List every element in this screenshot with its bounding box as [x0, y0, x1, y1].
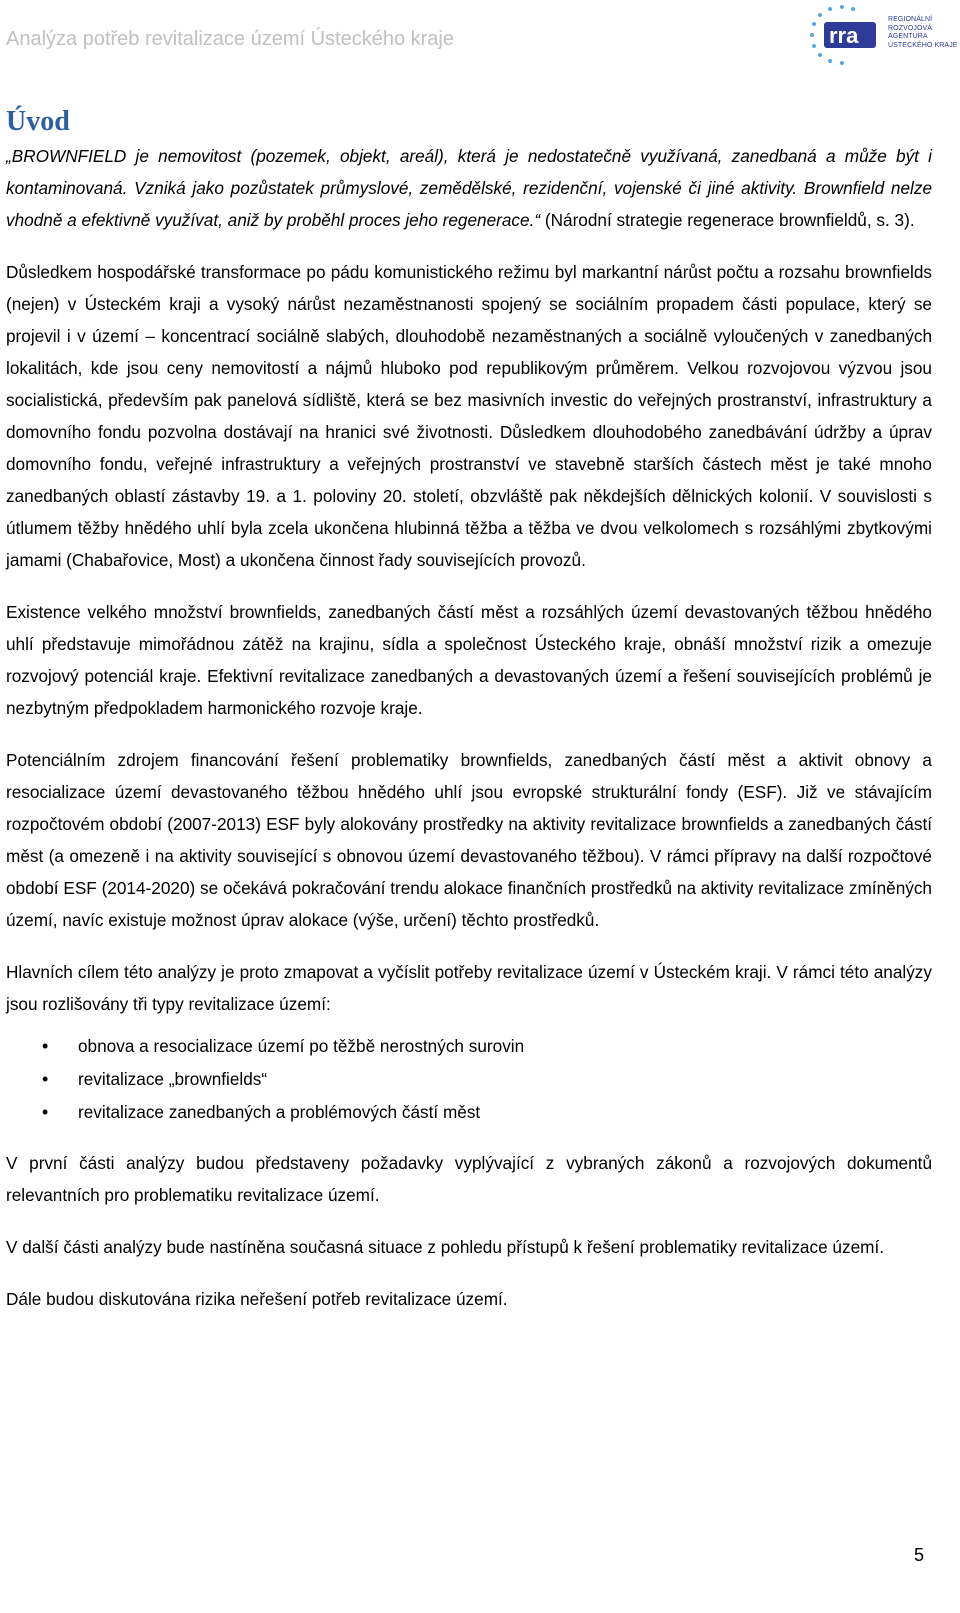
- document-title: Analýza potřeb revitalizace území Ústeckého kraje: [6, 28, 454, 50]
- revitalization-types-list: [6, 1030, 932, 1129]
- rra-logo-icon: [800, 4, 890, 66]
- paragraph: Potenciálním zdrojem financování řešení problematiky brownfields, zanedbaných částí měst a aktivit obnovy a resocializace území devastovaného těžbou hnědého uhlí jsou evropské strukturální fondy (ESF). Již ve stávajícím rozpočtovém období (2007-2013) ESF byly alokovány prostředky na aktivity revitalizace brownfields a zanedbaných částí měst (a omezeně i na aktivity související s obnovou území devastovaného těžbou). V rámci přípravy na další rozpočtové období ESF (2014-2020) se očekává pokračování trendu alokace finančních prostředků na aktivity revitalizace zmíněných území, navíc existuje možnost úprav alokace (výše, určení) těchto prostředků.: [6, 750, 932, 930]
- list-item-text: obnova a resocializace území po těžbě nerostných surovin: [78, 1036, 525, 1056]
- logo-line: ROZVOJOVÁ: [888, 24, 933, 32]
- rra-mark-text: rra: [829, 23, 859, 48]
- section-heading: Úvod: [6, 106, 70, 137]
- paragraph: Hlavních cílem této analýzy je proto zmapovat a vyčíslit potřeby revitalizace území v Ústeckém kraji. V rámci této analýzy jsou rozlišovány tři typy revitalizace území:: [6, 962, 932, 1014]
- list-item: [6, 1096, 932, 1129]
- list-item: [6, 1030, 932, 1063]
- paragraph: V další části analýzy bude nastíněna současná situace z pohledu přístupů k řešení problematiky revitalizace území.: [6, 1237, 884, 1257]
- definition-quote: [6, 140, 932, 236]
- paragraph: Důsledkem hospodářské transformace po pádu komunistického režimu byl markantní nárůst počtu a rozsahu brownfields (nejen) v Ústeckém kraji a vysoký nárůst nezaměstnanosti spojený se sociálním propadem části populace, který se projevil i v území – koncentrací sociálně slabých, dlouhodobě nezaměstnaných a sociálně vyloučených v zanedbaných lokalitách, kde jsou ceny nemovitostí a nájmů hluboko pod republikovým průměrem. Velkou rozvojovou výzvou jsou socialistická, především pak panelová sídliště, která se bez masivních investic do veřejných prostranství, infrastruktury a domovního fondu pozvolna dostávají na hranici své životnosti. Důsledkem dlouhodobého zanedbávání údržby a úprav domovního fondu, veřejné infrastruktury a veřejných prostranství ve stavebně starších částech měst je také mnoho zanedbaných oblastí zástavby 19. a 1. poloviny 20. století, obzvláště pak někdejších dělnických kolonií. V souvislosti s útlumem těžby hnědého uhlí byla zcela ukončena hlubinná těžba a těžba ve dvou velkolomech s rozsáhlými zbytkovými jamami (Chabařovice, Most) a ukončena činnost řady souvisejících provozů.: [6, 262, 932, 570]
- rra-logo: [800, 4, 958, 66]
- bullet-icon: •: [42, 1102, 49, 1122]
- list-item: [6, 1063, 932, 1096]
- logo-line: AGENTURA: [888, 33, 928, 40]
- quote-source: (Národní strategie regenerace brownfieldů, s. 3).: [544, 210, 915, 230]
- logo-line: REGIONÁLNÍ: [888, 16, 933, 23]
- paragraph: Dále budou diskutována rizika neřešení potřeb revitalizace území.: [6, 1289, 508, 1309]
- bullet-icon: •: [42, 1069, 49, 1089]
- quote-text: „BROWNFIELD je nemovitost (pozemek, objekt, areál), která je nedostatečně využívaná, zanedbaná a může být i kontaminovaná. Vzniká jako pozůstatek průmyslové, zemědělské, rezidenční, vojenské či jiné aktivity. Brownfield nelze vhodně a efektivně využívat, aniž by proběhl proces jeho regenerace.“: [6, 146, 932, 230]
- paragraph: V první části analýzy budou představeny požadavky vyplývající z vybraných zákonů a rozvojových dokumentů relevantních pro problematiku revitalizace území.: [6, 1153, 932, 1205]
- bullet-icon: •: [42, 1036, 49, 1056]
- document-body: [6, 104, 932, 1335]
- paragraph: Existence velkého množství brownfields, zanedbaných částí měst a rozsáhlých území devastovaných těžbou hnědého uhlí představuje mimořádnou zátěž na krajinu, sídla a společnost Ústeckého kraje, obnáší množství rizik a omezuje rozvojový potenciál kraje. Efektivní revitalizace zanedbaných a devastovaných území a řešení souvisejících problémů je nezbytným předpokladem harmonického rozvoje kraje.: [6, 602, 932, 718]
- list-item-text: revitalizace zanedbaných a problémových částí měst: [78, 1102, 481, 1122]
- logo-line: ÚSTECKÉHO KRAJE: [888, 41, 958, 49]
- page-header: [0, 0, 960, 80]
- page-number: 5: [914, 1545, 925, 1565]
- logo-wordmark: [888, 16, 958, 50]
- list-item-text: revitalizace „brownfields“: [78, 1069, 268, 1089]
